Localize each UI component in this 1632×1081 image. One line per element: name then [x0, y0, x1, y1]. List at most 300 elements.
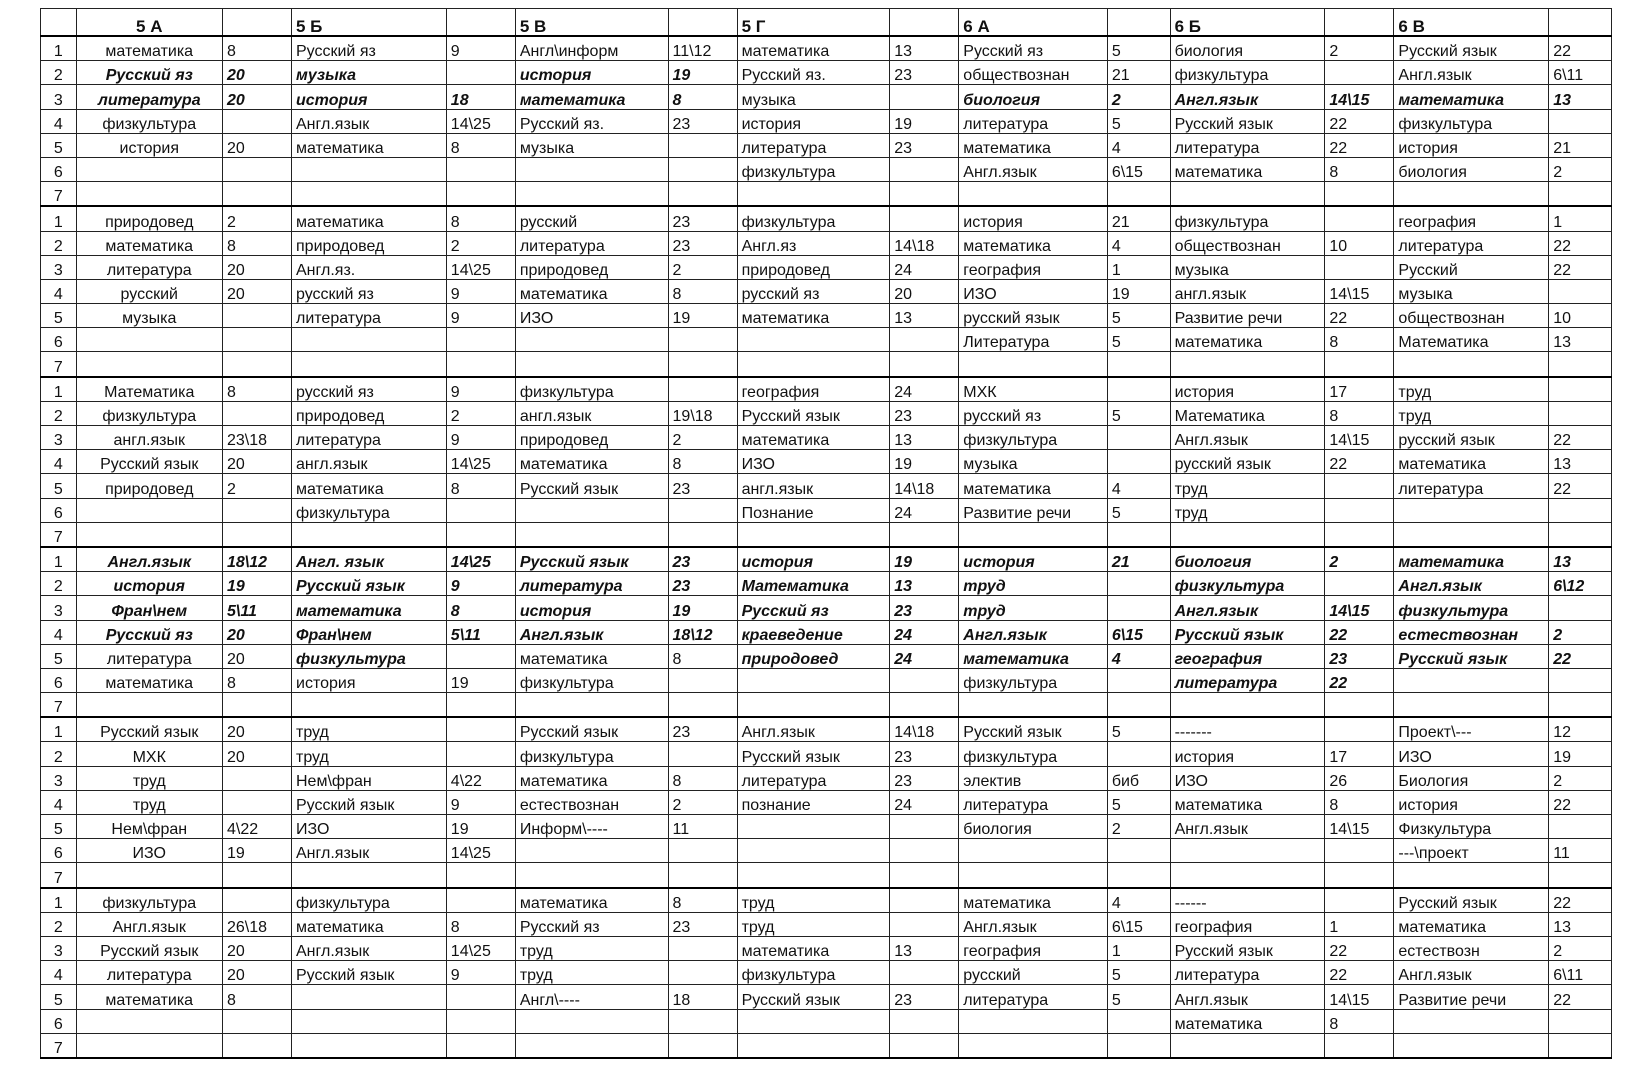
subject-cell: ИЗО — [76, 839, 222, 863]
subject-cell: природовед — [292, 231, 447, 255]
subject-cell: Русский язык — [1170, 936, 1325, 960]
room-cell: 24 — [890, 644, 959, 668]
room-cell: 11 — [668, 815, 737, 839]
subject-cell: труд — [959, 572, 1108, 596]
subject-cell — [1394, 693, 1549, 718]
room-cell — [668, 693, 737, 718]
lesson-row — [41, 352, 1612, 377]
room-cell: 19 — [890, 450, 959, 474]
corner-cell — [41, 9, 77, 37]
room-cell — [1107, 839, 1170, 863]
room-cell: 20 — [222, 936, 291, 960]
subject-cell: Англ.язык — [1170, 815, 1325, 839]
room-cell — [1549, 693, 1612, 718]
subject-cell — [76, 182, 222, 207]
room-cell — [668, 328, 737, 352]
room-cell: 2 — [1549, 620, 1612, 644]
room-cell: 5 — [1107, 961, 1170, 985]
subject-cell — [292, 182, 447, 207]
subject-cell: физкультура — [1394, 596, 1549, 620]
room-cell: 22 — [1325, 961, 1394, 985]
lesson-row — [41, 620, 1612, 644]
lesson-row — [41, 450, 1612, 474]
room-cell: 8 — [1325, 157, 1394, 181]
room-cell: 19 — [668, 61, 737, 85]
lesson-row — [41, 474, 1612, 498]
lesson-number: 3 — [41, 766, 77, 790]
room-cell — [668, 498, 737, 522]
room-cell: 2 — [222, 206, 291, 231]
room-cell: 13 — [890, 36, 959, 61]
room-cell: 23 — [668, 547, 737, 572]
subject-cell — [76, 352, 222, 377]
subject-cell: физкультура — [1170, 572, 1325, 596]
subject-cell: труд — [76, 790, 222, 814]
subject-cell: математика — [1170, 790, 1325, 814]
subject-cell — [959, 839, 1108, 863]
room-cell — [446, 352, 515, 377]
room-cell: 26\18 — [222, 912, 291, 936]
lesson-number: 5 — [41, 644, 77, 668]
room-cell — [890, 328, 959, 352]
subject-cell: Русский язык — [292, 572, 447, 596]
subject-cell: биология — [959, 815, 1108, 839]
room-cell — [668, 522, 737, 547]
room-cell — [222, 328, 291, 352]
subject-cell: математика — [959, 231, 1108, 255]
subject-cell — [76, 498, 222, 522]
subject-cell: Русский язык — [515, 474, 668, 498]
subject-cell — [737, 182, 890, 207]
subject-cell — [292, 157, 447, 181]
subject-cell: литература — [515, 231, 668, 255]
subject-cell: Русский язык — [76, 936, 222, 960]
lesson-row — [41, 1033, 1612, 1058]
lesson-row — [41, 401, 1612, 425]
room-cell: 8 — [1325, 328, 1394, 352]
lesson-number: 5 — [41, 985, 77, 1009]
room-cell — [1325, 839, 1394, 863]
room-cell — [446, 863, 515, 888]
subject-cell: русский язык — [1394, 426, 1549, 450]
lesson-number: 1 — [41, 206, 77, 231]
subject-cell: физкультура — [76, 401, 222, 425]
room-cell: 5 — [1107, 304, 1170, 328]
subject-cell: МХК — [76, 742, 222, 766]
subject-cell — [959, 1033, 1108, 1058]
subject-cell: литература — [737, 766, 890, 790]
subject-cell: физкультура — [515, 742, 668, 766]
subject-cell: математика — [515, 644, 668, 668]
room-cell — [668, 839, 737, 863]
room-cell — [1107, 450, 1170, 474]
subject-cell — [515, 693, 668, 718]
room-cell: 21 — [1549, 133, 1612, 157]
subject-cell: история — [76, 572, 222, 596]
room-cell: 5 — [1107, 717, 1170, 742]
room-cell: 22 — [1549, 231, 1612, 255]
subject-cell: англ.язык — [515, 401, 668, 425]
subject-cell: русский — [76, 279, 222, 303]
subject-cell: русский язык — [1170, 450, 1325, 474]
room-cell — [446, 742, 515, 766]
subject-cell: физкультура — [292, 888, 447, 913]
subject-cell — [515, 157, 668, 181]
room-cell — [668, 182, 737, 207]
room-cell — [1107, 522, 1170, 547]
lesson-number: 4 — [41, 790, 77, 814]
subject-cell — [515, 863, 668, 888]
subject-cell: Фран\нем — [76, 596, 222, 620]
subject-cell: Литература — [959, 328, 1108, 352]
room-cell: 24 — [890, 620, 959, 644]
room-cell — [1325, 522, 1394, 547]
room-cell: 20 — [222, 620, 291, 644]
room-cell — [668, 133, 737, 157]
subject-cell: естествознан — [515, 790, 668, 814]
subject-cell: англ.язык — [1170, 279, 1325, 303]
lesson-number: 3 — [41, 255, 77, 279]
room-cell: 19 — [890, 547, 959, 572]
room-cell: 24 — [890, 498, 959, 522]
room-cell: 1 — [1549, 206, 1612, 231]
subject-cell: труд — [737, 888, 890, 913]
room-cell — [222, 157, 291, 181]
subject-cell: литература — [76, 255, 222, 279]
subject-cell: Русский язык — [76, 450, 222, 474]
room-cell: 8 — [1325, 790, 1394, 814]
subject-cell: природовед — [76, 206, 222, 231]
room-cell: 24 — [890, 790, 959, 814]
room-cell — [1549, 596, 1612, 620]
room-cell — [446, 328, 515, 352]
subject-cell: труд — [1170, 474, 1325, 498]
room-cell: 18\12 — [668, 620, 737, 644]
lesson-number: 3 — [41, 426, 77, 450]
room-cell: 8 — [222, 985, 291, 1009]
room-cell: 23 — [890, 766, 959, 790]
room-cell — [668, 668, 737, 692]
room-cell: 14\15 — [1325, 815, 1394, 839]
subject-cell: Развитие речи — [959, 498, 1108, 522]
room-cell: 13 — [1549, 328, 1612, 352]
subject-cell: Англ.язык — [76, 912, 222, 936]
subject-cell: Информ\---- — [515, 815, 668, 839]
subject-cell — [292, 863, 447, 888]
lesson-row — [41, 61, 1612, 85]
room-cell: 12 — [1549, 717, 1612, 742]
room-cell: 6\12 — [1549, 572, 1612, 596]
lesson-row — [41, 742, 1612, 766]
subject-cell: Математика — [76, 377, 222, 402]
room-cell — [890, 863, 959, 888]
subject-cell — [292, 693, 447, 718]
subject-cell: литература — [1170, 961, 1325, 985]
room-cell — [1549, 182, 1612, 207]
room-cell — [1549, 401, 1612, 425]
lesson-number: 6 — [41, 1009, 77, 1033]
lesson-number: 7 — [41, 522, 77, 547]
subject-cell — [959, 522, 1108, 547]
subject-cell: физкультура — [515, 377, 668, 402]
subject-cell: физкультура — [292, 498, 447, 522]
room-cell: 22 — [1549, 790, 1612, 814]
subject-cell: литература — [959, 790, 1108, 814]
subject-cell: история — [515, 596, 668, 620]
subject-cell: математика — [959, 474, 1108, 498]
room-cell: 1 — [1325, 912, 1394, 936]
lesson-row — [41, 888, 1612, 913]
subject-cell: Познание — [737, 498, 890, 522]
lesson-row — [41, 85, 1612, 109]
class-header: 5 Г — [737, 9, 890, 37]
room-cell: 20 — [222, 717, 291, 742]
subject-cell: математика — [292, 206, 447, 231]
room-cell — [222, 109, 291, 133]
lesson-number: 7 — [41, 352, 77, 377]
room-cell: 2 — [1107, 85, 1170, 109]
lesson-number: 5 — [41, 304, 77, 328]
lesson-number: 6 — [41, 157, 77, 181]
subject-cell: Англ.язык — [737, 717, 890, 742]
subject-cell: история — [1170, 742, 1325, 766]
subject-cell: география — [1170, 644, 1325, 668]
room-cell: 20 — [222, 644, 291, 668]
lesson-row — [41, 668, 1612, 692]
room-cell: 9 — [446, 377, 515, 402]
room-cell — [222, 766, 291, 790]
room-cell — [222, 304, 291, 328]
room-cell: 8 — [222, 36, 291, 61]
room-cell — [890, 888, 959, 913]
room-cell: 6\11 — [1549, 61, 1612, 85]
room-cell — [1107, 1033, 1170, 1058]
room-cell: 5 — [1107, 109, 1170, 133]
subject-cell — [737, 1033, 890, 1058]
lesson-row — [41, 766, 1612, 790]
room-cell: 2 — [668, 790, 737, 814]
subject-cell — [515, 182, 668, 207]
room-cell — [1549, 498, 1612, 522]
room-cell — [890, 85, 959, 109]
room-cell: 13 — [1549, 912, 1612, 936]
room-cell — [222, 522, 291, 547]
room-cell — [1325, 352, 1394, 377]
subject-cell: Русский яз — [737, 596, 890, 620]
room-cell: 8 — [668, 450, 737, 474]
room-cell: 18 — [668, 985, 737, 1009]
subject-cell: англ.язык — [292, 450, 447, 474]
subject-cell: математика — [76, 231, 222, 255]
room-cell: 13 — [890, 304, 959, 328]
room-cell — [668, 352, 737, 377]
room-cell: 4 — [1107, 231, 1170, 255]
room-cell — [890, 182, 959, 207]
subject-cell: Русский язык — [737, 742, 890, 766]
subject-cell: биология — [1394, 157, 1549, 181]
room-cell: 22 — [1325, 936, 1394, 960]
room-cell: 4 — [1107, 644, 1170, 668]
lesson-number: 5 — [41, 474, 77, 498]
room-cell: 19 — [446, 815, 515, 839]
subject-cell: история — [959, 547, 1108, 572]
subject-cell: математика — [515, 888, 668, 913]
subject-cell — [515, 1033, 668, 1058]
subject-cell: Нем\фран — [76, 815, 222, 839]
subject-cell — [959, 693, 1108, 718]
room-cell: 13 — [1549, 85, 1612, 109]
subject-cell: музыка — [76, 304, 222, 328]
room-cell — [668, 1033, 737, 1058]
room-cell: 2 — [222, 474, 291, 498]
lesson-number: 2 — [41, 401, 77, 425]
subject-cell: Фран\нем — [292, 620, 447, 644]
room-cell — [890, 1009, 959, 1033]
subject-cell: труд — [515, 961, 668, 985]
subject-cell: Русский язык — [292, 961, 447, 985]
room-cell — [668, 157, 737, 181]
room-cell — [1549, 352, 1612, 377]
subject-cell: география — [737, 377, 890, 402]
room-cell — [446, 644, 515, 668]
subject-cell: Русский язык — [737, 985, 890, 1009]
room-cell — [446, 1033, 515, 1058]
room-cell — [890, 839, 959, 863]
room-cell: 8 — [446, 596, 515, 620]
room-cell — [1549, 279, 1612, 303]
subject-cell: Англ.язык — [1394, 961, 1549, 985]
room-cell: 13 — [890, 936, 959, 960]
subject-cell — [292, 1009, 447, 1033]
subject-cell: Англ.язык — [515, 620, 668, 644]
subject-cell — [76, 1009, 222, 1033]
subject-cell: обществознан — [959, 61, 1108, 85]
subject-cell — [1170, 182, 1325, 207]
room-cell — [1107, 426, 1170, 450]
lesson-number: 6 — [41, 839, 77, 863]
room-cell: 18 — [446, 85, 515, 109]
room-cell — [1549, 377, 1612, 402]
subject-cell: история — [737, 547, 890, 572]
subject-cell — [76, 522, 222, 547]
room-cell — [668, 961, 737, 985]
room-cell: 2 — [1325, 547, 1394, 572]
room-cell: 22 — [1549, 888, 1612, 913]
subject-cell — [515, 1009, 668, 1033]
subject-cell: труд — [1394, 377, 1549, 402]
subject-cell: русский — [959, 961, 1108, 985]
subject-cell: Англ.язык — [959, 912, 1108, 936]
room-cell: 17 — [1325, 742, 1394, 766]
subject-cell — [959, 352, 1108, 377]
subject-cell: математика — [1170, 328, 1325, 352]
subject-cell: математика — [515, 450, 668, 474]
subject-cell: ------- — [1170, 717, 1325, 742]
subject-cell: труд — [292, 742, 447, 766]
room-cell: 23\18 — [222, 426, 291, 450]
room-cell — [668, 1009, 737, 1033]
lesson-number: 4 — [41, 450, 77, 474]
room-cell — [1325, 61, 1394, 85]
subject-cell — [1394, 863, 1549, 888]
room-cell: 8 — [222, 231, 291, 255]
subject-cell: физкультура — [737, 961, 890, 985]
room-cell — [1325, 474, 1394, 498]
subject-cell: музыка — [515, 133, 668, 157]
room-cell: 9 — [446, 279, 515, 303]
room-cell: 19 — [222, 839, 291, 863]
subject-cell: ИЗО — [515, 304, 668, 328]
room-cell: 2 — [1107, 815, 1170, 839]
lesson-row — [41, 231, 1612, 255]
room-cell — [1325, 498, 1394, 522]
subject-cell — [1394, 1033, 1549, 1058]
subject-cell — [292, 985, 447, 1009]
room-cell: 23 — [668, 109, 737, 133]
subject-cell: Математика — [737, 572, 890, 596]
room-cell — [446, 985, 515, 1009]
room-cell: 13 — [890, 572, 959, 596]
lesson-number: 3 — [41, 85, 77, 109]
room-cell: 22 — [1325, 133, 1394, 157]
room-cell: 22 — [1549, 255, 1612, 279]
subject-cell: Англ.язык — [959, 157, 1108, 181]
room-cell: 22 — [1325, 304, 1394, 328]
room-cell: 23 — [668, 572, 737, 596]
room-cell: 2 — [668, 255, 737, 279]
subject-cell: история — [737, 109, 890, 133]
room-cell — [446, 888, 515, 913]
room-cell — [222, 863, 291, 888]
lesson-number: 5 — [41, 133, 77, 157]
subject-cell: музыка — [292, 61, 447, 85]
room-cell: 20 — [890, 279, 959, 303]
subject-cell — [1394, 182, 1549, 207]
lesson-row — [41, 863, 1612, 888]
subject-cell — [959, 1009, 1108, 1033]
room-cell: 10 — [1549, 304, 1612, 328]
room-cell: 5 — [1107, 790, 1170, 814]
room-cell: 23 — [890, 985, 959, 1009]
class-header: 6 В — [1394, 9, 1549, 37]
room-cell: 4 — [1107, 474, 1170, 498]
room-cell: 22 — [1549, 474, 1612, 498]
lesson-row — [41, 572, 1612, 596]
subject-cell: литература — [1394, 231, 1549, 255]
subject-cell: математика — [76, 985, 222, 1009]
lesson-row — [41, 839, 1612, 863]
room-cell — [222, 693, 291, 718]
subject-cell: литература — [1394, 474, 1549, 498]
room-cell — [1325, 693, 1394, 718]
subject-cell — [292, 1033, 447, 1058]
subject-cell: физкультура — [959, 742, 1108, 766]
room-cell — [890, 157, 959, 181]
room-cell: 19 — [1107, 279, 1170, 303]
subject-cell: математика — [1394, 450, 1549, 474]
subject-cell: математика — [1394, 547, 1549, 572]
room-cell: 20 — [222, 255, 291, 279]
subject-cell: история — [1394, 133, 1549, 157]
room-cell — [222, 790, 291, 814]
room-cell: 11 — [1549, 839, 1612, 863]
room-cell — [1107, 182, 1170, 207]
subject-cell: труд — [1394, 401, 1549, 425]
subject-cell — [737, 815, 890, 839]
class-header: 6 А — [959, 9, 1108, 37]
room-cell — [890, 522, 959, 547]
subject-cell: математика — [292, 474, 447, 498]
